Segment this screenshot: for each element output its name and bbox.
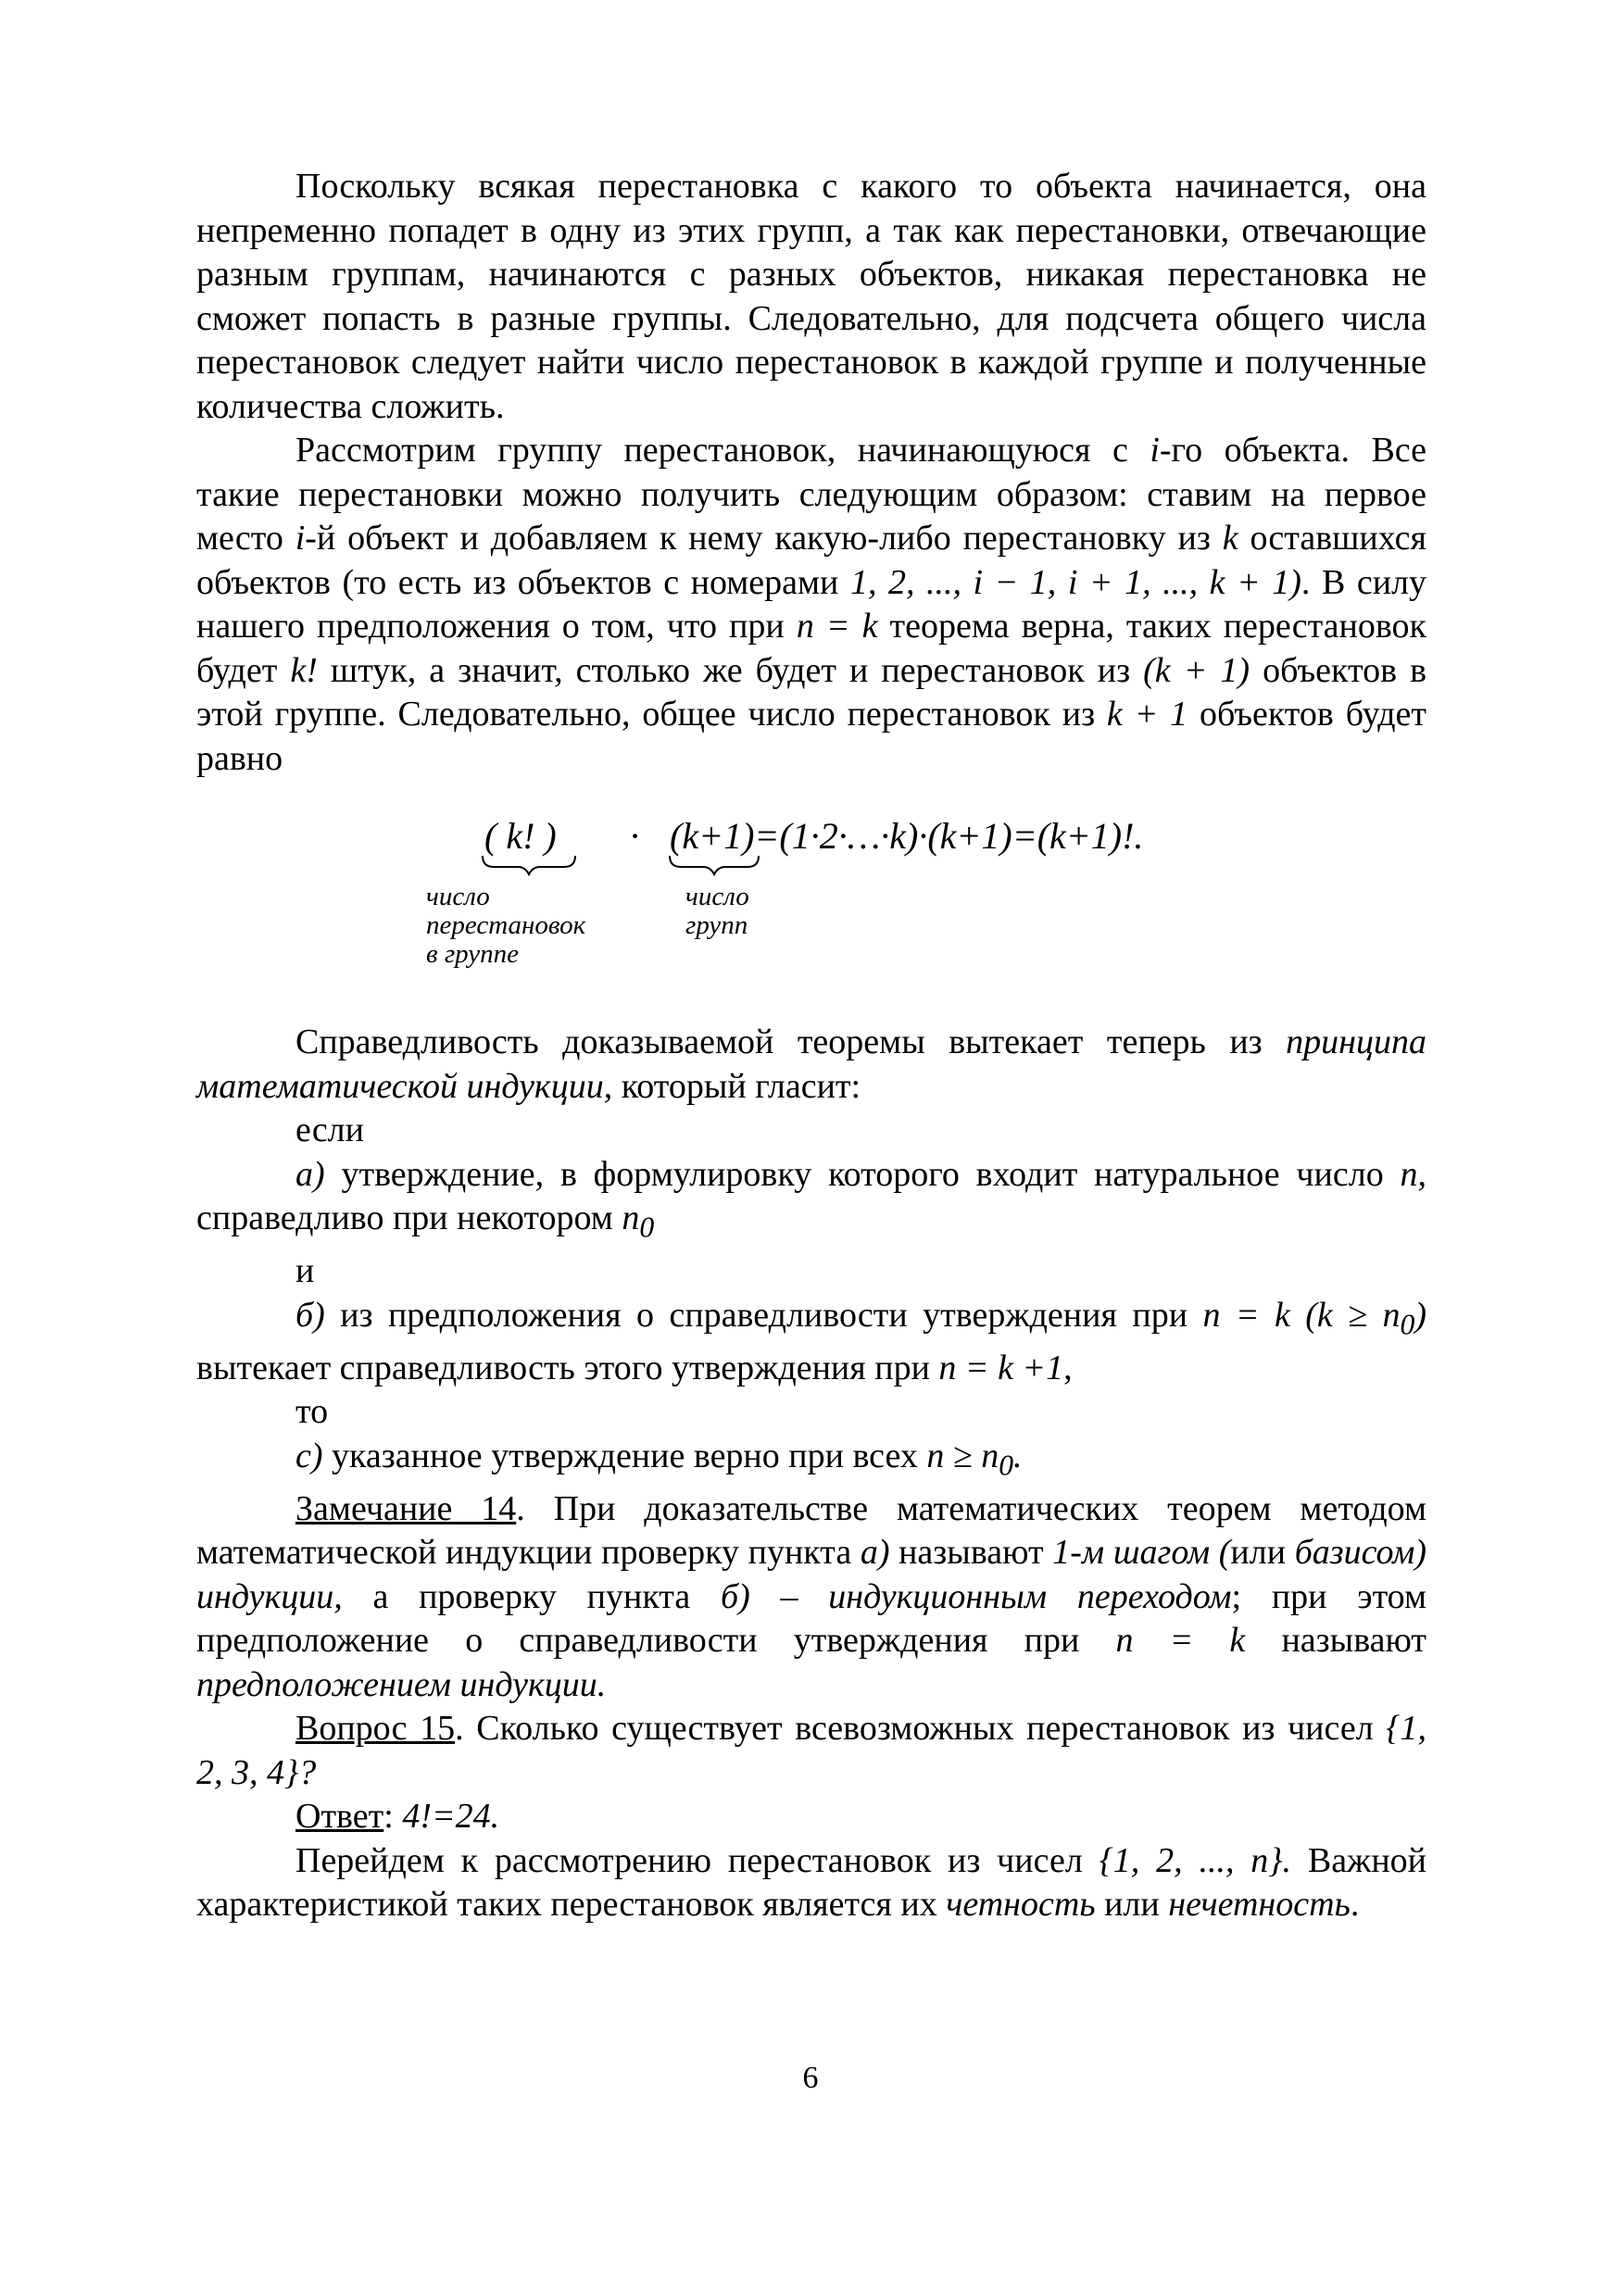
formula-svg [421,813,1422,989]
underbrace-a [483,856,575,874]
paragraph-1: Поскольку всякая перестановка с какого то объекта начинается, она непременно попадет в одну из этих групп, а так как перестановки, отвечающие разным группам, начинаются с разных объектов, никакая перестановка не сможет попасть в разные группы. Следовательно, для подсчета общего числа перестановок следует найти число перестановок в каждой группе и полученные количества сложить. [196,167,1426,426]
caption-a-line1: число [426,882,490,911]
word-and: и [295,1251,315,1291]
conclusion-c: с) указанное утверждение верно при всех $n \ge n_0$. [295,1436,1023,1482]
page-number: 6 [802,2061,819,2095]
paragraph-last: Перейдем к рассмотрению перестановок из чисел {1, 2, ..., n}. Важной характеристикой таких перестановок является их четность или нечетность. [196,1840,1426,1925]
answer-label: Ответ [295,1797,384,1837]
formula-part-b: (k+1)=(1·2·…·k)·(k+1)=(k+1)!. [670,815,1144,857]
condition-a: а) утверждение, в формулировку которого входит натуральное число n, справедливо при некотором $n_0$ [196,1154,1426,1244]
condition-b: б) из предположения о справедливости утверждения при n = k $(k \ge n_0)$ вытекает справедливость этого утверждения при n = k +1, [196,1295,1426,1387]
question-15: Вопрос 15. Сколько существует всевозможных перестановок из чисел {1, 2, 3, 4}? [196,1709,1426,1792]
paragraph-3: Справедливость доказываемой теоремы вытекает теперь из принципа математической индукции, который гласит: [196,1023,1426,1106]
text-block-top [196,165,1426,781]
underbrace-b [670,856,759,874]
formula-part-a: ( k! ) [484,815,557,857]
word-if: если [295,1110,364,1149]
caption-a-line3: в группе [426,939,520,969]
paragraph-2: Рассмотрим группу перестановок, начинающуюся с i-го объекта. Все такие перестановки можно получить следующим образом: ставим на первое место i-й объект и добавляем к нему какую-либо перестановку из k оставшихся объектов (то есть из объектов с номерами 1, 2, ..., i − 1, i + 1, ..., k + 1). В силу нашего предположения о том, что при n = k теорема верна, таких перестановок будет k! штук, а значит, столько же будет и перестановок из (k + 1) объектов в этой группе. Следовательно, общее число перестановок из k + 1 объектов будет равно [196,431,1427,778]
remark-14: Замечание 14. При доказательстве математических теорем методом математической индукции проверку пункта а) называют 1-м шагом (или базисом) индукции, а проверку пункта б) – индукционным переходом; при этом предположение о справедливости утверждения при n = k называют предположением индукции. [196,1488,1427,1704]
caption-b-line2: групп [685,910,748,940]
text-block-bottom [196,1021,1426,1927]
answer: Ответ: 4!=24. [295,1797,500,1837]
formula-dot: · [630,815,639,857]
permutation-formula [421,813,1422,989]
question-label: Вопрос 15 [295,1709,456,1749]
caption-a-line2: перестановок [426,910,586,940]
remark-label: Замечание 14 [295,1488,517,1528]
word-then: то [295,1392,329,1432]
caption-b-line1: число [685,882,749,911]
